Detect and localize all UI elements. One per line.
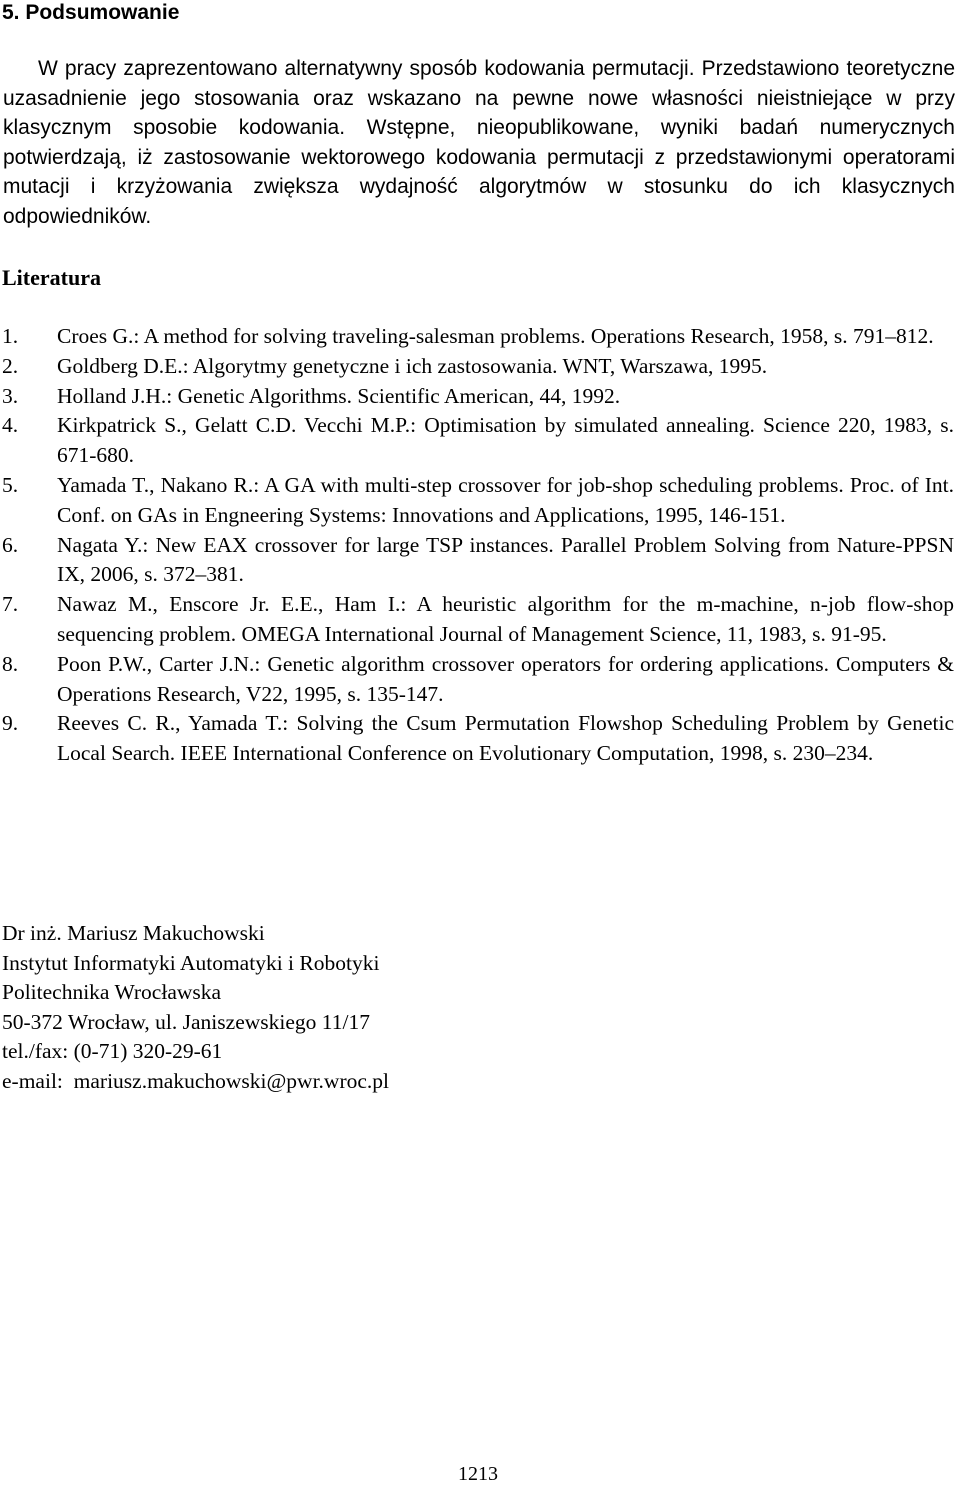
reference-number: 7. xyxy=(2,592,19,617)
reference-text: Poon P.W., Carter J.N.: Genetic algorithm crossover operators for ordering applications. Computers & Operations Research, V22, 1995, s. 135-147. xyxy=(57,651,954,706)
author-address: 50-372 Wrocław, ul. Janiszewskiego 11/17 xyxy=(2,1009,370,1034)
reference-number: 4. xyxy=(2,413,19,438)
reference-number: 8. xyxy=(2,651,19,676)
reference-item xyxy=(2,590,954,650)
reference-item xyxy=(2,382,954,412)
reference-number: 3. xyxy=(2,383,19,408)
reference-text: Kirkpatrick S., Gelatt C.D. Vecchi M.P.: Optimisation by simulated annealing. Science 220, 1983, s. 671-680. xyxy=(57,413,954,468)
reference-text: Yamada T., Nakano R.: A GA with multi-step crossover for job-shop scheduling problems. Proc. of Int. Conf. on GAs in Engneering Systems: Innovations and Applications, 1995, 146-151. xyxy=(57,472,954,527)
reference-item xyxy=(2,531,954,591)
section-heading: 5. Podsumowanie xyxy=(2,1,180,24)
reference-number: 9. xyxy=(2,711,19,736)
reference-text: Goldberg D.E.: Algorytmy genetyczne i ich zastosowania. WNT, Warszawa, 1995. xyxy=(57,353,768,378)
page-number: 1213 xyxy=(458,1463,498,1485)
author-name: Dr inż. Mariusz Makuchowski xyxy=(2,921,265,945)
reference-item xyxy=(2,471,954,531)
reference-item xyxy=(2,352,954,382)
author-block xyxy=(2,919,389,1097)
reference-item xyxy=(2,709,954,769)
reference-item xyxy=(2,322,954,352)
summary-paragraph: W pracy zaprezentowano alternatywny sposób kodowania permutacji. Przedstawiono teoretyczne uzasadnienie jego stosowania oraz wskazano na pewne nowe własności nieistniejące w przy klasycznym sposobie kodowania. Wstępne, nieopublikowane, wyniki badań numerycznych potwierdzają, iż zastosowanie wektorowego kodowania permutacji z przedstawionymi operatorami mutacji i krzyżowania zwiększa wydajność algorytmów w stosunku do ich klasycznych odpowiedników. xyxy=(3,57,955,228)
reference-list xyxy=(2,322,954,769)
reference-text: Nawaz M., Enscore Jr. E.E., Ham I.: A heuristic algorithm for the m-machine, n-job flow-shop sequencing problem. OMEGA International Journal of Management Science, 11, 1983, s. 91-95. xyxy=(57,592,954,646)
reference-item xyxy=(2,411,954,471)
reference-text: Holland J.H.: Genetic Algorithms. Scientific American, 44, 1992. xyxy=(57,383,621,408)
reference-number: 6. xyxy=(2,532,19,557)
author-institute: Instytut Informatyki Automatyki i Robotyki xyxy=(2,950,380,975)
reference-number: 5. xyxy=(2,472,19,497)
reference-text: Croes G.: A method for solving traveling-salesman problems. Operations Research, 1958, s. 791–812. xyxy=(57,324,934,348)
reference-item xyxy=(2,650,954,710)
reference-text: Nagata Y.: New EAX crossover for large TSP instances. Parallel Problem Solving from Nature-PPSN IX, 2006, s. 372–381. xyxy=(57,532,954,587)
reference-number: 1. xyxy=(2,324,19,348)
reference-number: 2. xyxy=(2,353,19,378)
author-phone: tel./fax: (0-71) 320-29-61 xyxy=(2,1039,223,1064)
literature-heading: Literatura xyxy=(2,265,101,290)
author-email: e-mail: mariusz.makuchowski@pwr.wroc.pl xyxy=(2,1068,389,1093)
author-university: Politechnika Wrocławska xyxy=(2,980,222,1005)
reference-text: Reeves C. R., Yamada T.: Solving the Csum Permutation Flowshop Scheduling Problem by Genetic Local Search. IEEE International Conference on Evolutionary Computation, 1998, s. 230–234. xyxy=(57,711,954,766)
